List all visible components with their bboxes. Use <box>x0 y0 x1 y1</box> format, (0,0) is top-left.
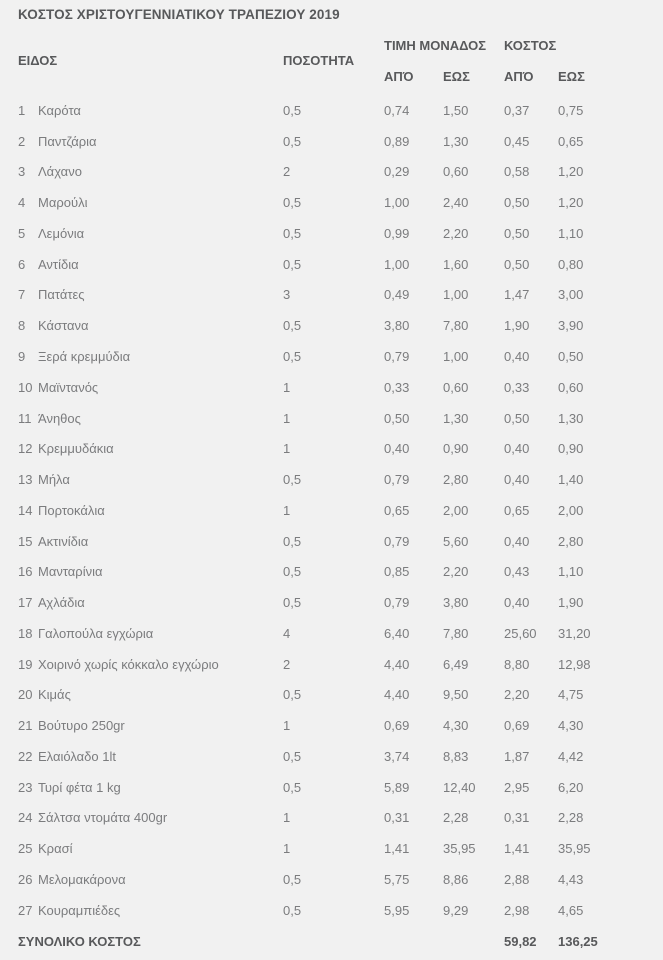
col-header-unit-price-to: ΕΩΣ <box>443 68 470 84</box>
cell-cost-from: 0,69 <box>504 718 530 734</box>
cell-item-name: Λεμόνια <box>38 225 85 241</box>
cell-unit-price-to: 1,00 <box>443 349 469 364</box>
cell-item-name: Χοιρινό χωρίς κόκκαλο εγχώριο <box>38 656 219 672</box>
cell-unit-price-to: 1,00 <box>443 287 469 303</box>
cell-unit-price-to: 2,00 <box>443 502 469 518</box>
cell-item-name: Τυρί φέτα 1 kg <box>38 779 121 795</box>
cell-unit-price-from: 0,79 <box>384 349 410 364</box>
cell-item-name: Μελομακάρονα <box>38 872 126 888</box>
cell-unit-price-from: 0,69 <box>384 718 410 734</box>
cell-item-name: Κρασί <box>38 841 73 857</box>
total-cost-from: 59,82 <box>504 934 537 949</box>
cell-cost-from: 0,58 <box>504 164 530 180</box>
table-row <box>18 372 645 403</box>
cell-row-number: 12 <box>18 441 33 457</box>
cell-cost-from: 2,98 <box>504 902 530 918</box>
cell-row-number: 2 <box>18 133 26 149</box>
cell-unit-price-to: 1,30 <box>443 133 469 149</box>
cell-row-number: 23 <box>18 779 33 795</box>
cell-cost-from: 1,41 <box>504 841 530 857</box>
cell-unit-price-to: 5,60 <box>443 533 469 549</box>
cell-unit-price-from: 0,29 <box>384 164 410 180</box>
cell-cost-to: 3,00 <box>558 287 584 303</box>
cell-row-number: 20 <box>18 687 33 703</box>
cell-row-number: 11 <box>18 410 32 426</box>
cell-cost-from: 0,50 <box>504 256 530 272</box>
cell-cost-from: 0,40 <box>504 441 530 457</box>
cell-row-number: 1 <box>18 102 26 118</box>
cell-unit-price-from: 0,79 <box>384 472 410 488</box>
cell-cost-to: 1,10 <box>558 225 584 241</box>
cell-cost-from: 1,90 <box>504 318 530 334</box>
cell-unit-price-to: 12,40 <box>443 779 476 795</box>
cell-item-name: Μήλα <box>38 472 70 488</box>
cell-quantity: 0,5 <box>283 748 302 764</box>
table-row <box>18 864 645 895</box>
cell-cost-to: 4,30 <box>558 718 584 734</box>
cell-unit-price-to: 8,83 <box>443 748 469 764</box>
cell-item-name: Αντίδια <box>38 256 79 272</box>
cell-cost-from: 1,87 <box>504 748 530 764</box>
cell-quantity: 1 <box>283 410 291 426</box>
cell-unit-price-from: 4,40 <box>384 656 410 672</box>
cell-unit-price-from: 0,33 <box>384 379 410 395</box>
cell-item-name: Παντζάρια <box>38 133 97 149</box>
table-row <box>18 495 645 526</box>
cell-unit-price-to: 35,95 <box>443 841 476 857</box>
cell-row-number: 18 <box>18 625 33 641</box>
cell-item-name: Ξερά κρεμμύδια <box>38 349 131 364</box>
cell-unit-price-from: 0,99 <box>384 225 410 241</box>
cell-item-name: Κιμάς <box>38 687 71 703</box>
cell-cost-to: 6,20 <box>558 779 584 795</box>
cell-unit-price-to: 6,49 <box>443 656 469 672</box>
cell-item-name: Ελαιόλαδο 1lt <box>38 748 116 764</box>
cell-quantity: 0,5 <box>283 318 302 334</box>
cell-quantity: 0,5 <box>283 133 302 149</box>
cell-unit-price-from: 1,00 <box>384 195 410 211</box>
cell-row-number: 9 <box>18 349 26 364</box>
cell-cost-to: 1,20 <box>558 195 584 211</box>
col-header-cost-to: ΕΩΣ <box>558 68 585 84</box>
table-row <box>18 249 645 280</box>
cell-item-name: Μαϊντανός <box>38 379 99 395</box>
col-header-unit-price-from: ΑΠΌ <box>384 68 414 84</box>
cell-cost-from: 0,40 <box>504 349 530 364</box>
cell-cost-to: 0,80 <box>558 256 584 272</box>
cell-row-number: 15 <box>18 533 33 549</box>
table-row <box>18 126 645 157</box>
cell-cost-to: 1,20 <box>558 164 584 180</box>
cell-cost-from: 0,31 <box>504 810 530 826</box>
cell-unit-price-from: 6,40 <box>384 625 410 641</box>
cell-item-name: Βούτυρο 250gr <box>38 718 125 734</box>
cell-unit-price-from: 0,50 <box>384 410 410 426</box>
total-cost-to: 136,25 <box>558 934 598 949</box>
cell-quantity: 0,5 <box>283 102 302 118</box>
cell-unit-price-to: 7,80 <box>443 318 469 334</box>
col-header-item: ΕΙΔΟΣ <box>18 53 58 68</box>
cell-row-number: 19 <box>18 656 33 672</box>
table-row <box>18 218 645 249</box>
table-row <box>18 618 645 649</box>
cell-unit-price-to: 2,20 <box>443 225 469 241</box>
cell-row-number: 26 <box>18 872 33 888</box>
cell-cost-from: 2,95 <box>504 779 530 795</box>
table-row <box>18 403 645 434</box>
cell-cost-to: 2,80 <box>558 533 584 549</box>
cell-cost-to: 0,90 <box>558 441 584 457</box>
cell-quantity: 0,5 <box>283 779 302 795</box>
table-row <box>18 895 645 926</box>
table-row <box>18 556 645 587</box>
cell-quantity: 0,5 <box>283 195 302 211</box>
cell-row-number: 13 <box>18 472 33 488</box>
cell-row-number: 8 <box>18 318 26 334</box>
cell-item-name: Κρεμμυδάκια <box>38 441 114 457</box>
cell-item-name: Κουραμπιέδες <box>38 902 121 918</box>
cell-item-name: Λάχανο <box>38 164 82 180</box>
cell-quantity: 2 <box>283 164 291 180</box>
cell-quantity: 2 <box>283 656 291 672</box>
cell-unit-price-from: 3,74 <box>384 748 410 764</box>
cell-quantity: 1 <box>283 441 291 457</box>
cell-quantity: 1 <box>283 379 291 395</box>
table-row <box>18 587 645 618</box>
cell-quantity: 1 <box>283 810 291 826</box>
cell-unit-price-from: 0,49 <box>384 287 410 303</box>
table-row <box>18 803 645 834</box>
cell-quantity: 0,5 <box>283 533 302 549</box>
cell-quantity: 3 <box>283 287 291 303</box>
cell-unit-price-to: 2,28 <box>443 810 469 826</box>
cell-cost-to: 35,95 <box>558 841 591 857</box>
cell-row-number: 17 <box>18 595 33 611</box>
cell-row-number: 3 <box>18 164 26 180</box>
cell-unit-price-from: 0,89 <box>384 133 410 149</box>
cell-cost-from: 0,43 <box>504 564 530 580</box>
cell-quantity: 0,5 <box>283 225 302 241</box>
cell-cost-from: 0,40 <box>504 595 530 611</box>
cell-unit-price-to: 0,60 <box>443 164 469 180</box>
cell-cost-to: 0,60 <box>558 379 584 395</box>
cell-cost-from: 0,40 <box>504 472 530 488</box>
cell-cost-to: 31,20 <box>558 625 591 641</box>
cell-unit-price-to: 3,80 <box>443 595 469 611</box>
cell-unit-price-from: 4,40 <box>384 687 410 703</box>
cell-unit-price-to: 9,29 <box>443 902 469 918</box>
cell-unit-price-from: 0,79 <box>384 533 410 549</box>
table-row <box>18 649 645 680</box>
cell-item-name: Αχλάδια <box>38 595 85 611</box>
cell-row-number: 7 <box>18 287 26 303</box>
cell-item-name: Ακτινίδια <box>38 533 89 549</box>
cell-item-name: Καρότα <box>38 102 81 118</box>
table-row <box>18 833 645 864</box>
cell-quantity: 0,5 <box>283 872 302 888</box>
cell-unit-price-to: 1,60 <box>443 256 469 272</box>
cell-item-name: Μαρούλι <box>38 195 88 211</box>
cell-unit-price-to: 2,80 <box>443 472 469 488</box>
table-row <box>18 464 645 495</box>
table-row <box>18 341 645 372</box>
table-row <box>18 710 645 741</box>
cell-quantity: 4 <box>283 625 291 641</box>
col-group-unit-price: ΤΙΜΗ ΜΟΝΑΔΟΣ <box>384 37 487 53</box>
table-row <box>18 310 645 341</box>
cell-cost-from: 0,50 <box>504 410 530 426</box>
cell-row-number: 21 <box>18 718 33 734</box>
cell-row-number: 22 <box>18 748 33 764</box>
table-header <box>18 37 645 84</box>
cell-unit-price-to: 2,20 <box>443 564 469 580</box>
cell-unit-price-from: 1,00 <box>384 256 410 272</box>
cell-cost-to: 0,50 <box>558 349 584 364</box>
cell-cost-from: 0,65 <box>504 502 530 518</box>
cell-cost-from: 0,40 <box>504 533 530 549</box>
cell-quantity: 1 <box>283 718 291 734</box>
cell-unit-price-to: 7,80 <box>443 625 469 641</box>
cell-row-number: 4 <box>18 195 26 211</box>
cell-row-number: 5 <box>18 225 26 241</box>
table-row <box>18 772 645 803</box>
page-title: ΚΟΣΤΟΣ ΧΡΙΣΤΟΥΓΕΝΝΙΑΤΙΚΟΥ ΤΡΑΠΕΖΙΟΥ 2019 <box>18 7 340 22</box>
cell-cost-to: 0,65 <box>558 133 584 149</box>
cell-cost-to: 2,28 <box>558 810 584 826</box>
cell-item-name: Μανταρίνια <box>38 564 103 580</box>
cell-item-name: Πορτοκάλια <box>38 502 105 518</box>
cell-unit-price-from: 5,75 <box>384 872 410 888</box>
cell-row-number: 16 <box>18 564 33 580</box>
table-row <box>18 680 645 711</box>
cell-item-name: Πατάτες <box>38 287 85 303</box>
cell-quantity: 0,5 <box>283 687 302 703</box>
cell-quantity: 0,5 <box>283 349 302 364</box>
cell-item-name: Σάλτσα ντομάτα 400gr <box>38 810 168 826</box>
table-body <box>18 95 645 926</box>
table-row <box>18 95 645 126</box>
cell-quantity: 0,5 <box>283 472 302 488</box>
col-header-quantity: ΠΟΣΟΤΗΤΑ <box>283 53 355 68</box>
cell-cost-from: 25,60 <box>504 625 537 641</box>
table-row <box>18 526 645 557</box>
cell-unit-price-to: 8,86 <box>443 872 469 888</box>
cell-row-number: 6 <box>18 256 26 272</box>
cell-quantity: 1 <box>283 502 291 518</box>
cell-unit-price-to: 1,50 <box>443 102 469 118</box>
cell-unit-price-from: 5,89 <box>384 779 410 795</box>
cell-cost-to: 4,65 <box>558 902 584 918</box>
cell-unit-price-to: 0,60 <box>443 379 469 395</box>
cell-row-number: 10 <box>18 379 33 395</box>
cell-item-name: Γαλοπούλα εγχώρια <box>38 625 154 641</box>
cell-cost-to: 2,00 <box>558 502 584 518</box>
table-row <box>18 741 645 772</box>
cell-cost-to: 3,90 <box>558 318 584 334</box>
table-row <box>18 157 645 188</box>
cell-unit-price-from: 0,74 <box>384 102 410 118</box>
cell-unit-price-from: 0,65 <box>384 502 410 518</box>
cell-quantity: 0,5 <box>283 564 302 580</box>
cell-row-number: 27 <box>18 902 33 918</box>
cell-item-name: Κάστανα <box>38 318 89 334</box>
cell-unit-price-from: 0,85 <box>384 564 410 580</box>
table-row <box>18 187 645 218</box>
cell-cost-to: 12,98 <box>558 656 591 672</box>
cell-quantity: 0,5 <box>283 595 302 611</box>
total-row <box>18 926 645 957</box>
cell-cost-to: 0,75 <box>558 102 584 118</box>
cell-row-number: 14 <box>18 502 33 518</box>
cell-quantity: 1 <box>283 841 291 857</box>
cell-cost-to: 1,10 <box>558 564 584 580</box>
cell-cost-from: 2,88 <box>504 872 530 888</box>
cell-unit-price-to: 2,40 <box>443 195 469 211</box>
cell-cost-from: 8,80 <box>504 656 530 672</box>
cell-unit-price-from: 1,41 <box>384 841 410 857</box>
table-row <box>18 280 645 311</box>
cell-unit-price-to: 4,30 <box>443 718 469 734</box>
cell-cost-to: 1,90 <box>558 595 584 611</box>
cell-unit-price-to: 9,50 <box>443 687 469 703</box>
cell-cost-to: 4,75 <box>558 687 584 703</box>
cell-unit-price-to: 0,90 <box>443 441 469 457</box>
col-group-cost: ΚΟΣΤΟΣ <box>504 37 557 53</box>
cell-cost-from: 0,37 <box>504 102 530 118</box>
cell-unit-price-from: 5,95 <box>384 902 410 918</box>
cell-cost-to: 4,43 <box>558 872 584 888</box>
cell-cost-from: 0,50 <box>504 195 530 211</box>
cell-unit-price-from: 0,31 <box>384 810 410 826</box>
total-label: ΣΥΝΟΛΙΚΟ ΚΟΣΤΟΣ <box>18 934 141 949</box>
cell-unit-price-from: 3,80 <box>384 318 410 334</box>
cell-cost-to: 4,42 <box>558 748 584 764</box>
cell-cost-from: 2,20 <box>504 687 530 703</box>
cell-cost-to: 1,30 <box>558 410 584 426</box>
cell-quantity: 0,5 <box>283 902 302 918</box>
cell-unit-price-from: 0,79 <box>384 595 410 611</box>
cell-unit-price-from: 0,40 <box>384 441 410 457</box>
cell-cost-from: 0,33 <box>504 379 530 395</box>
cell-cost-from: 1,47 <box>504 287 530 303</box>
cell-cost-from: 0,50 <box>504 225 530 241</box>
cell-row-number: 24 <box>18 810 33 826</box>
cell-item-name: Άνηθος <box>38 410 81 426</box>
cell-unit-price-to: 1,30 <box>443 410 469 426</box>
cell-cost-to: 1,40 <box>558 472 584 488</box>
cell-quantity: 0,5 <box>283 256 302 272</box>
cell-cost-from: 0,45 <box>504 133 530 149</box>
table-row <box>18 433 645 464</box>
cell-row-number: 25 <box>18 841 33 857</box>
col-header-cost-from: ΑΠΌ <box>504 68 534 84</box>
